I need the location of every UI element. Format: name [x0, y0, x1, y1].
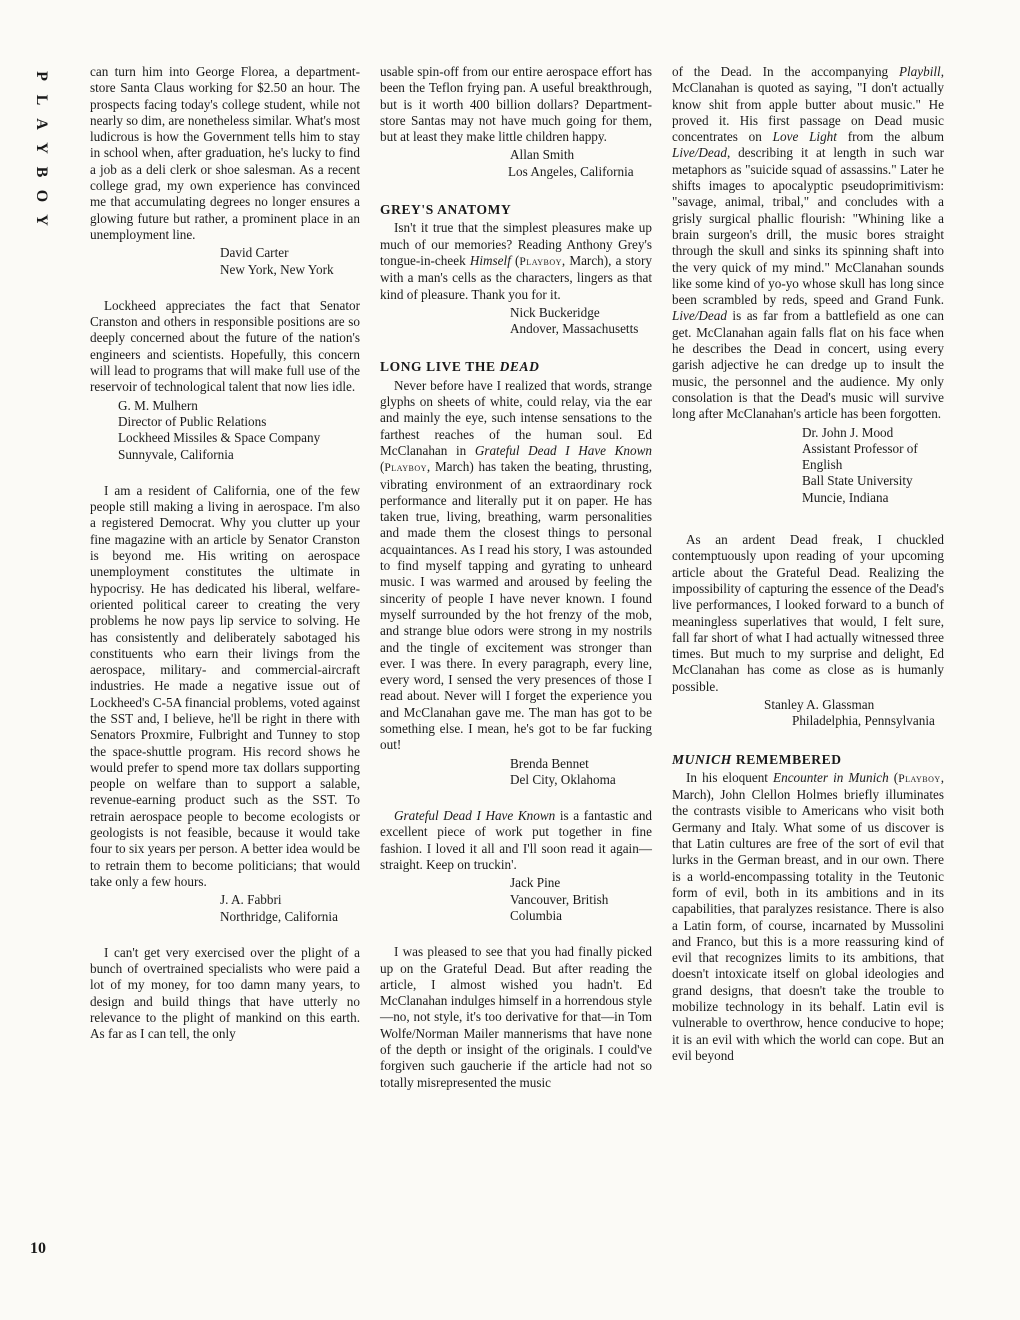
letter-body: In his eloquent Encounter in Munich (Playboy, March), John Clellon Holmes briefly illuminates the contrasts visible to Americans who visit both Germany and Italy. What some of us discover is that Latin cultures are free of the sort of evil that lurks in the German breast, and in our own. There is a world-encompassing totality in the Teutonic form of evil, both in its ambitions and in its capabilities, that paralyzes resistance. There is also a Latin form, of course, incarnated by Mussolini and Franco, but this is a more reassuring kind of evil that recognizes limits to its ambitions, that doesn't intoxicate itself on global ideologies and grand designs, that doesn't take the trouble to mobilize technology in its behalf. Latin evil is vulnerable to overthrow, hence conducive to hope; it is an evil with which the world can cope. But an evil beyond — [672, 769, 944, 1063]
signature-name: Jack Pine — [510, 875, 561, 891]
letter-david-carter — [90, 64, 360, 278]
letter-body: usable spin-off from our entire aerospace effort has been the Teflon frying pan. A useful breakthrough, but is it worth 400 billion dollars? Department-store Santas may not have much going for them, but at least they make little children happy. — [380, 64, 652, 145]
letter-body: can turn him into George Florea, a department-store Santa Claus working for $2.50 an hour. The prospects facing today's college student, while not nearly so dim, are nonetheless similar. What's most ludicrous is how the Government tells him to stay in school when, after graduation, he's lucky to find a job as a deli clerk or shoe salesman. As a recent college grad, my own experience has convinced me that accumulating degrees no longer ensures a glowing future but rather, a prominent place in an unemployment line. — [90, 64, 360, 242]
letter-munich — [672, 770, 944, 1064]
letter-body: I can't get very exercised over the plight of a bunch of overtrained specialists who were paid a lot of my money, for too damn many years, to design and build things that have utterly no relevance to the plight of mankind on this earth. As far as I can tell, the only — [90, 944, 360, 1042]
side-title-letter: B — [33, 166, 50, 178]
signature-university: Ball State University — [802, 473, 913, 489]
signature-name: David Carter — [220, 245, 289, 261]
letter-signature — [380, 875, 652, 924]
letter-body: Lockheed appreciates the fact that Senator Cranston and others in responsible positions are so deeply concerned about the future of the nation's engineers and scientists. Hopefully, this concern will lead to programs that will make full use of the reservoir of technological talent that now lies idle. — [90, 297, 360, 395]
signature-title: Director of Public Relations — [118, 413, 267, 429]
letter-mood-start — [380, 944, 652, 1091]
signature-title: Assistant Professor of English — [802, 440, 918, 473]
letter-glassman — [672, 532, 944, 730]
letter-allan-smith-cont — [380, 64, 652, 180]
signature-name: Dr. John J. Mood — [802, 424, 894, 440]
letter-allan-smith-start — [90, 945, 360, 1043]
letter-body: I am a resident of California, one of the few people still making a living in aerospace. I'm also a registered Democrat. Why you clutter up your fine magazine with an article by Senator Cranston is beyond me. His writing on aerospace unemployment constitutes the ultimate in hypocrisy. He has dedicated his liberal, welfare-oriented political career to creating the very problems he now pays lip service to solving. He has consistently and deliberately sabotaged his constituents who earn their livings from the aerospace, military- and commercial-aircraft industries. He made a negative issue out of Lockheed's C-5A financial problems, voted against the SST and, I believe, he'll be right in there with Senators Proxmire, Fulbright and Tunney to stop the space-shuttle program. His record shows he would prefer to spend more tax dollars supporting people on welfare than to support a salable, revenue-earning product such as the SST. To retrain aerospace people to become ecologists or geologists is not feasible, because it would take four to six years per person. A better idea would be to retrain them to become politicians; that would take only a few hours. — [90, 482, 360, 889]
side-title-letter: O — [33, 189, 50, 203]
signature-name: Allan Smith — [510, 147, 575, 163]
side-title-letter: Y — [33, 214, 50, 226]
letter-signature — [380, 305, 652, 338]
letter-fabbri — [90, 483, 360, 925]
section-heading: GREY'S ANATOMY — [380, 202, 512, 218]
side-title-letter: L — [33, 94, 50, 106]
side-title-letter: P — [33, 71, 50, 81]
letter-buckeridge — [380, 220, 652, 337]
letter-body: of the Dead. In the accompanying Playbill, McClanahan is quoted as saying, "I don't actually know shit from apple butter about music." He proved it. His first passage on Dead music concentrates on Love Light from the album Live/Dead, describing it at length in such war metaphors as "suicide squad of assassins." Later he shifts images to apocalyptic pseudoprimitivism: "savage, animal, tribal," and concludes with a grisly surgical phallic flourish: "Whining like a brain surgeon's drill, the music bores straight through the skull and sinks its spinning shaft into the very quick of my mind." McClanahan sounds like some kind of yo-yo whose skull has long since been scrambled by reds, speed and Grand Funk. Live/Dead is as far from a battlefield as one can get. McClanahan again falls flat on his face when he describes the Dead in concert, using every garish adjective he can dredge up to insult the music, the personnel and the audience. My only consolation is that the Dead's music will survive long after McClanahan's article has been forgotten. — [672, 64, 944, 422]
letter-body: As an ardent Dead freak, I chuckled contemptuously upon reading of your upcoming article about the Grateful Dead. Realizing the impossibility of capturing the essence of the Dead's live performances, I looked forward to a bunch of meaningless superlatives that would, I felt sure, fall far short of what I had actually witnessed three times. But much to my surprise and delight, Ed McClanahan has come as close as is humanly possible. — [672, 532, 944, 694]
signature-name: J. A. Fabbri — [220, 892, 282, 908]
letter-body: Grateful Dead I Have Known is a fantastic and excellent piece of work put together in fine fashion. I loved it all and I'll soon read it again—straight. Keep on truckin'. — [380, 808, 653, 873]
signature-place: Andover, Massachusetts — [510, 321, 639, 337]
section-heading: MUNICH REMEMBERED — [672, 751, 842, 767]
page-number: 10 — [30, 1240, 46, 1257]
letter-body: I was pleased to see that you had finally picked up on the Grateful Dead. But after reading the article, I almost wished you hadn't. Ed McClanahan indulges himself in a horrendous style—no, not style, it's too derivative for that—in Tom Wolfe/Norman Mailer mannerisms that have none of the depth or insight of the originals. I could've forgiven such gaucherie if the article had not so totally misrepresented the music — [380, 944, 652, 1090]
signature-company: Lockheed Missiles & Space Company — [118, 430, 321, 446]
signature-place: Philadelphia, Pennsylvania — [792, 713, 935, 729]
signature-place: Del City, Oklahoma — [510, 771, 616, 787]
column-3 — [672, 64, 944, 1084]
letter-signature — [90, 398, 360, 463]
side-title-letter: Y — [33, 142, 50, 154]
letter-body: Isn't it true that the simplest pleasures make up much of our memories? Reading Anthony Grey's tongue-in-cheek Himself (Playboy, March), a story with a man's cells as the characters, lingers as that kind of pleasure. Thank you for it. — [380, 220, 652, 302]
signature-name: Nick Buckeridge — [510, 304, 600, 320]
letter-signature — [90, 245, 360, 278]
letter-signature — [672, 697, 944, 730]
letter-mulhern — [90, 298, 360, 463]
signature-name: Stanley A. Glassman — [764, 696, 875, 712]
letter-body: Never before have I realized that words, strange glyphs on sheets of white, could relay, via the ear and mainly the eye, such intense sensations to the farthest reaches of the human soul. Ed McClanahan in Grateful Dead I Have Known (Playboy, March) has taken the beating, thrusting, vibrating environment of an extraordinary rock performance and literally put it on paper. He has taken true, living, breathing, warm personalities and made them the closest things to personal acquaintances. As I read his story, I was astounded to find myself tapping and gyrating to unheard music. I was warmed and aroused by feeling the sincerity of people I have never known. I found myself surrounded by the hot frenzy of the mob, and strange blue odors were strong in my nostrils and the tingle of excitement was stronger than ever. I was there. In every paragraph, every line, every word, I sensed the very presences of those I read about. Never will I forget the experience you and McClanahan gave me. The man has got to be something else. I mean, he's got to be far fucking out! — [380, 377, 652, 753]
signature-place: Sunnyvale, California — [118, 446, 234, 462]
signature-place: Muncie, Indiana — [802, 489, 889, 505]
column-1 — [90, 64, 360, 1063]
letter-signature — [380, 147, 652, 180]
letter-signature — [90, 892, 360, 925]
letter-pine — [380, 808, 652, 924]
signature-place: Vancouver, British Columbia — [510, 891, 609, 923]
signature-name: G. M. Mulhern — [118, 397, 198, 413]
signature-name: Brenda Bennet — [510, 755, 589, 771]
signature-place: Northridge, California — [220, 908, 338, 924]
magazine-side-title — [28, 64, 54, 232]
letter-mood-cont — [672, 64, 944, 506]
signature-place: Los Angeles, California — [508, 163, 634, 179]
letter-signature — [380, 756, 652, 789]
letter-signature — [672, 425, 944, 506]
section-heading: LONG LIVE THE DEAD — [380, 359, 540, 375]
signature-place: New York, New York — [220, 261, 334, 277]
letter-bennet — [380, 378, 652, 788]
side-title-letter: A — [33, 118, 50, 130]
column-2 — [380, 64, 652, 1111]
